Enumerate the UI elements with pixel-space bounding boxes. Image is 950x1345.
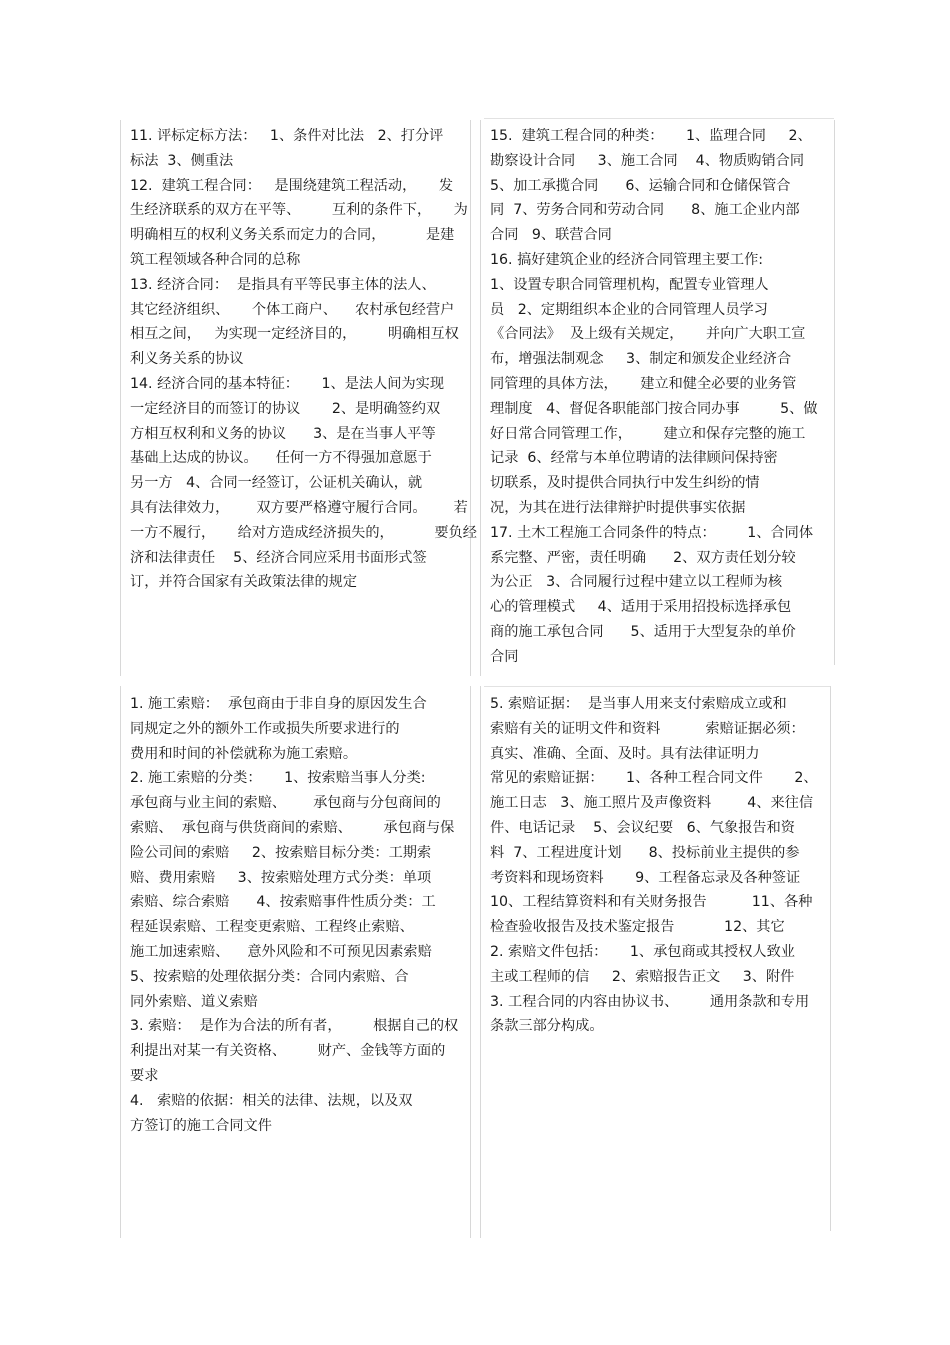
text-line: 索赔、 承包商与供货商间的索赔、 承包商与保 (130, 819, 455, 836)
text-line: 程延误索赔、工程变更索赔、工程终止索赔、 (130, 919, 414, 936)
text-line: 员 2、定期组织本企业的合同管理人员学习 (490, 301, 768, 318)
text-line: 相互之间， 为实现一定经济目的， 明确相互权 (130, 326, 459, 343)
text-line: 济和法律责任 5、经济合同应采用书面形式签 (130, 549, 427, 566)
text-line: 生经济联系的双方在平等、 互利的条件下， 为 (130, 202, 468, 219)
text-line: 13. 经济合同： 是指具有平等民事主体的法人、 (130, 276, 436, 293)
text-line: 合同 9、联营合同 (490, 227, 612, 244)
text-line: 方相互权利和义务的协议 3、是在当事人平等 (130, 425, 436, 442)
text-line: 一定经济目的而签订的协议 2、是明确签约双 (130, 400, 441, 417)
text-line: 11. 评标定标方法： 1、条件对比法 2、打分评 (130, 128, 444, 144)
divider (120, 686, 121, 1238)
text-line: 《合同法》 及上级有关规定， 并向广大职工宣 (490, 326, 806, 343)
text-line: 15. 建筑工程合同的种类： 1、监理合同 2、 (490, 128, 812, 144)
text-line: 17. 土木工程施工合同条件的特点： 1、合同体 (490, 524, 814, 541)
text-line: 条款三部分构成。 (490, 1018, 604, 1035)
text-line: 16. 搞好建筑企业的经济合同管理主要工作: (490, 251, 764, 268)
text-line: 系完整、严密，责任明确 2、双方责任划分较 (490, 549, 796, 566)
text-line: 订，并符合国家有关政策法律的规定 (130, 574, 358, 591)
text-line: 2. 施工索赔的分类： 1、按索赔当事人分类: (130, 770, 426, 787)
text-line: 合同 (490, 648, 519, 665)
text-line: 为公正 3、合同履行过程中建立以工程师为核 (490, 574, 783, 591)
text-line: 索赔、综合索赔 4、按索赔事件性质分类：工 (130, 894, 436, 911)
text-line: 同管理的具体方法， 建立和健全必要的业务管 (490, 375, 797, 392)
text-line: 记录 6、经常与本单位聘请的法律顾问保持密 (490, 450, 778, 467)
panel-text (490, 124, 818, 670)
text-line: 5、按索赔的处理依据分类：合同内索赔、合 (130, 968, 409, 985)
panel-text (130, 692, 458, 1138)
panel-top-right (482, 118, 834, 678)
text-line: 筑工程领域各种合同的总称 (130, 251, 301, 268)
text-line: 常见的索赔证据： 1、各种工程合同文件 2、 (490, 770, 818, 787)
panel-top-left (122, 118, 477, 678)
text-line: 利义务关系的协议 (130, 351, 244, 368)
text-line: 同外索赔、道义索赔 (130, 993, 258, 1010)
text-line: 主或工程师的信 2、索赔报告正文 3、附件 (490, 968, 795, 985)
text-line: 14. 经济合同的基本特征： 1、是法人间为实现 (130, 375, 445, 392)
text-line: 真实、准确、全面、及时。具有法律证明力 (490, 745, 760, 762)
text-line: 商的施工承包合同 5、适用于大型复杂的单价 (490, 623, 796, 640)
panel-bottom-left (122, 686, 468, 1238)
divider (480, 686, 481, 1238)
text-line: 好日常合同管理工作， 建立和保存完整的施工 (490, 425, 806, 442)
text-line: 10、工程结算资料和有关财务报告 11、各种 (490, 894, 813, 911)
text-line: 同 7、劳务合同和劳动合同 8、施工企业内部 (490, 202, 800, 219)
text-line: 方签订的施工合同文件 (130, 1117, 272, 1134)
text-line: 2. 索赔文件包括： 1、承包商或其授权人致业 (490, 943, 795, 960)
panel-text (130, 124, 477, 595)
text-line: 1. 施工索赔： 承包商由于非自身的原因发生合 (130, 696, 427, 712)
text-line: 具有法律效力， 双方要严格遵守履行合同。 若 (130, 499, 468, 516)
text-line: 施工日志 3、施工照片及声像资料 4、来往信 (490, 795, 814, 812)
text-line: 费用和时间的补偿就称为施工索赔。 (130, 745, 358, 762)
text-line: 件、电话记录 5、会议纪要 6、气象报告和资 (490, 819, 795, 836)
text-line: 一方不履行， 给对方造成经济损失的， 要负经 (130, 524, 477, 541)
divider (834, 120, 835, 665)
text-line: 料 7、工程进度计划 8、投标前业主提供的参 (490, 844, 800, 861)
divider (120, 120, 121, 676)
panel-text (490, 692, 818, 1039)
text-line: 施工加速索赔、 意外风险和不可预见因素索赔 (130, 943, 432, 960)
text-line: 勘察设计合同 3、施工合同 4、物质购销合同 (490, 152, 805, 169)
text-line: 况，为其在进行法律辩护时提供事实依据 (490, 499, 746, 516)
text-line: 4. 索赔的依据：相关的法律、法规，以及双 (130, 1092, 413, 1109)
text-line: 5、加工承揽合同 6、运输合同和仓储保管合 (490, 177, 791, 194)
text-line: 利提出对某一有关资格、 财产、金钱等方面的 (130, 1043, 446, 1060)
text-line: 考资料和现场资料 9、工程备忘录及各种签证 (490, 869, 801, 886)
text-line: 另一方 4、合同一经签订，公证机关确认，就 (130, 475, 423, 492)
text-line: 布，增强法制观念 3、制定和颁发企业经济合 (490, 351, 792, 368)
text-line: 同规定之外的额外工作或损失所要求进行的 (130, 720, 400, 737)
text-line: 标法 3、侧重法 (130, 152, 234, 169)
panel-bottom-right (482, 686, 834, 1238)
divider (480, 120, 481, 676)
text-line: 要求 (130, 1067, 159, 1084)
text-line: 赔、费用索赔 3、按索赔处理方式分类：单项 (130, 869, 432, 886)
text-line: 心的管理模式 4、适用于采用招投标选择承包 (490, 599, 792, 616)
text-line: 切联系，及时提供合同执行中发生纠纷的情 (490, 475, 760, 492)
text-line: 5. 索赔证据： 是当事人用来支付索赔成立或和 (490, 696, 787, 712)
text-line: 1、设置专职合同管理机构，配置专业管理人 (490, 276, 769, 293)
text-line: 其它经济组织、 个体工商户、 农村承包经营户 (130, 301, 455, 318)
text-line: 险公司间的索赔 2、按索赔目标分类：工期索 (130, 844, 432, 861)
text-line: 基础上达成的协议。 任何一方不得强加意愿于 (130, 450, 432, 467)
text-line: 3. 工程合同的内容由协议书、 通用条款和专用 (490, 993, 810, 1010)
text-line: 理制度 4、督促各职能部门按合同办事 5、做 (490, 400, 818, 417)
text-line: 承包商与业主间的索赔、 承包商与分包商间的 (130, 795, 441, 812)
text-line: 3. 索赔： 是作为合法的所有者， 根据自己的权 (130, 1018, 459, 1035)
text-line: 索赔有关的证明文件和资料 索赔证据必须： (490, 720, 805, 737)
divider (470, 686, 471, 1238)
text-line: 检查验收报告及技术鉴定报告 12、其它 (490, 919, 785, 936)
text-line: 12. 建筑工程合同： 是围绕建筑工程活动， 发 (130, 177, 454, 194)
text-line: 明确相互的权利义务关系而定力的合同， 是建 (130, 227, 455, 244)
